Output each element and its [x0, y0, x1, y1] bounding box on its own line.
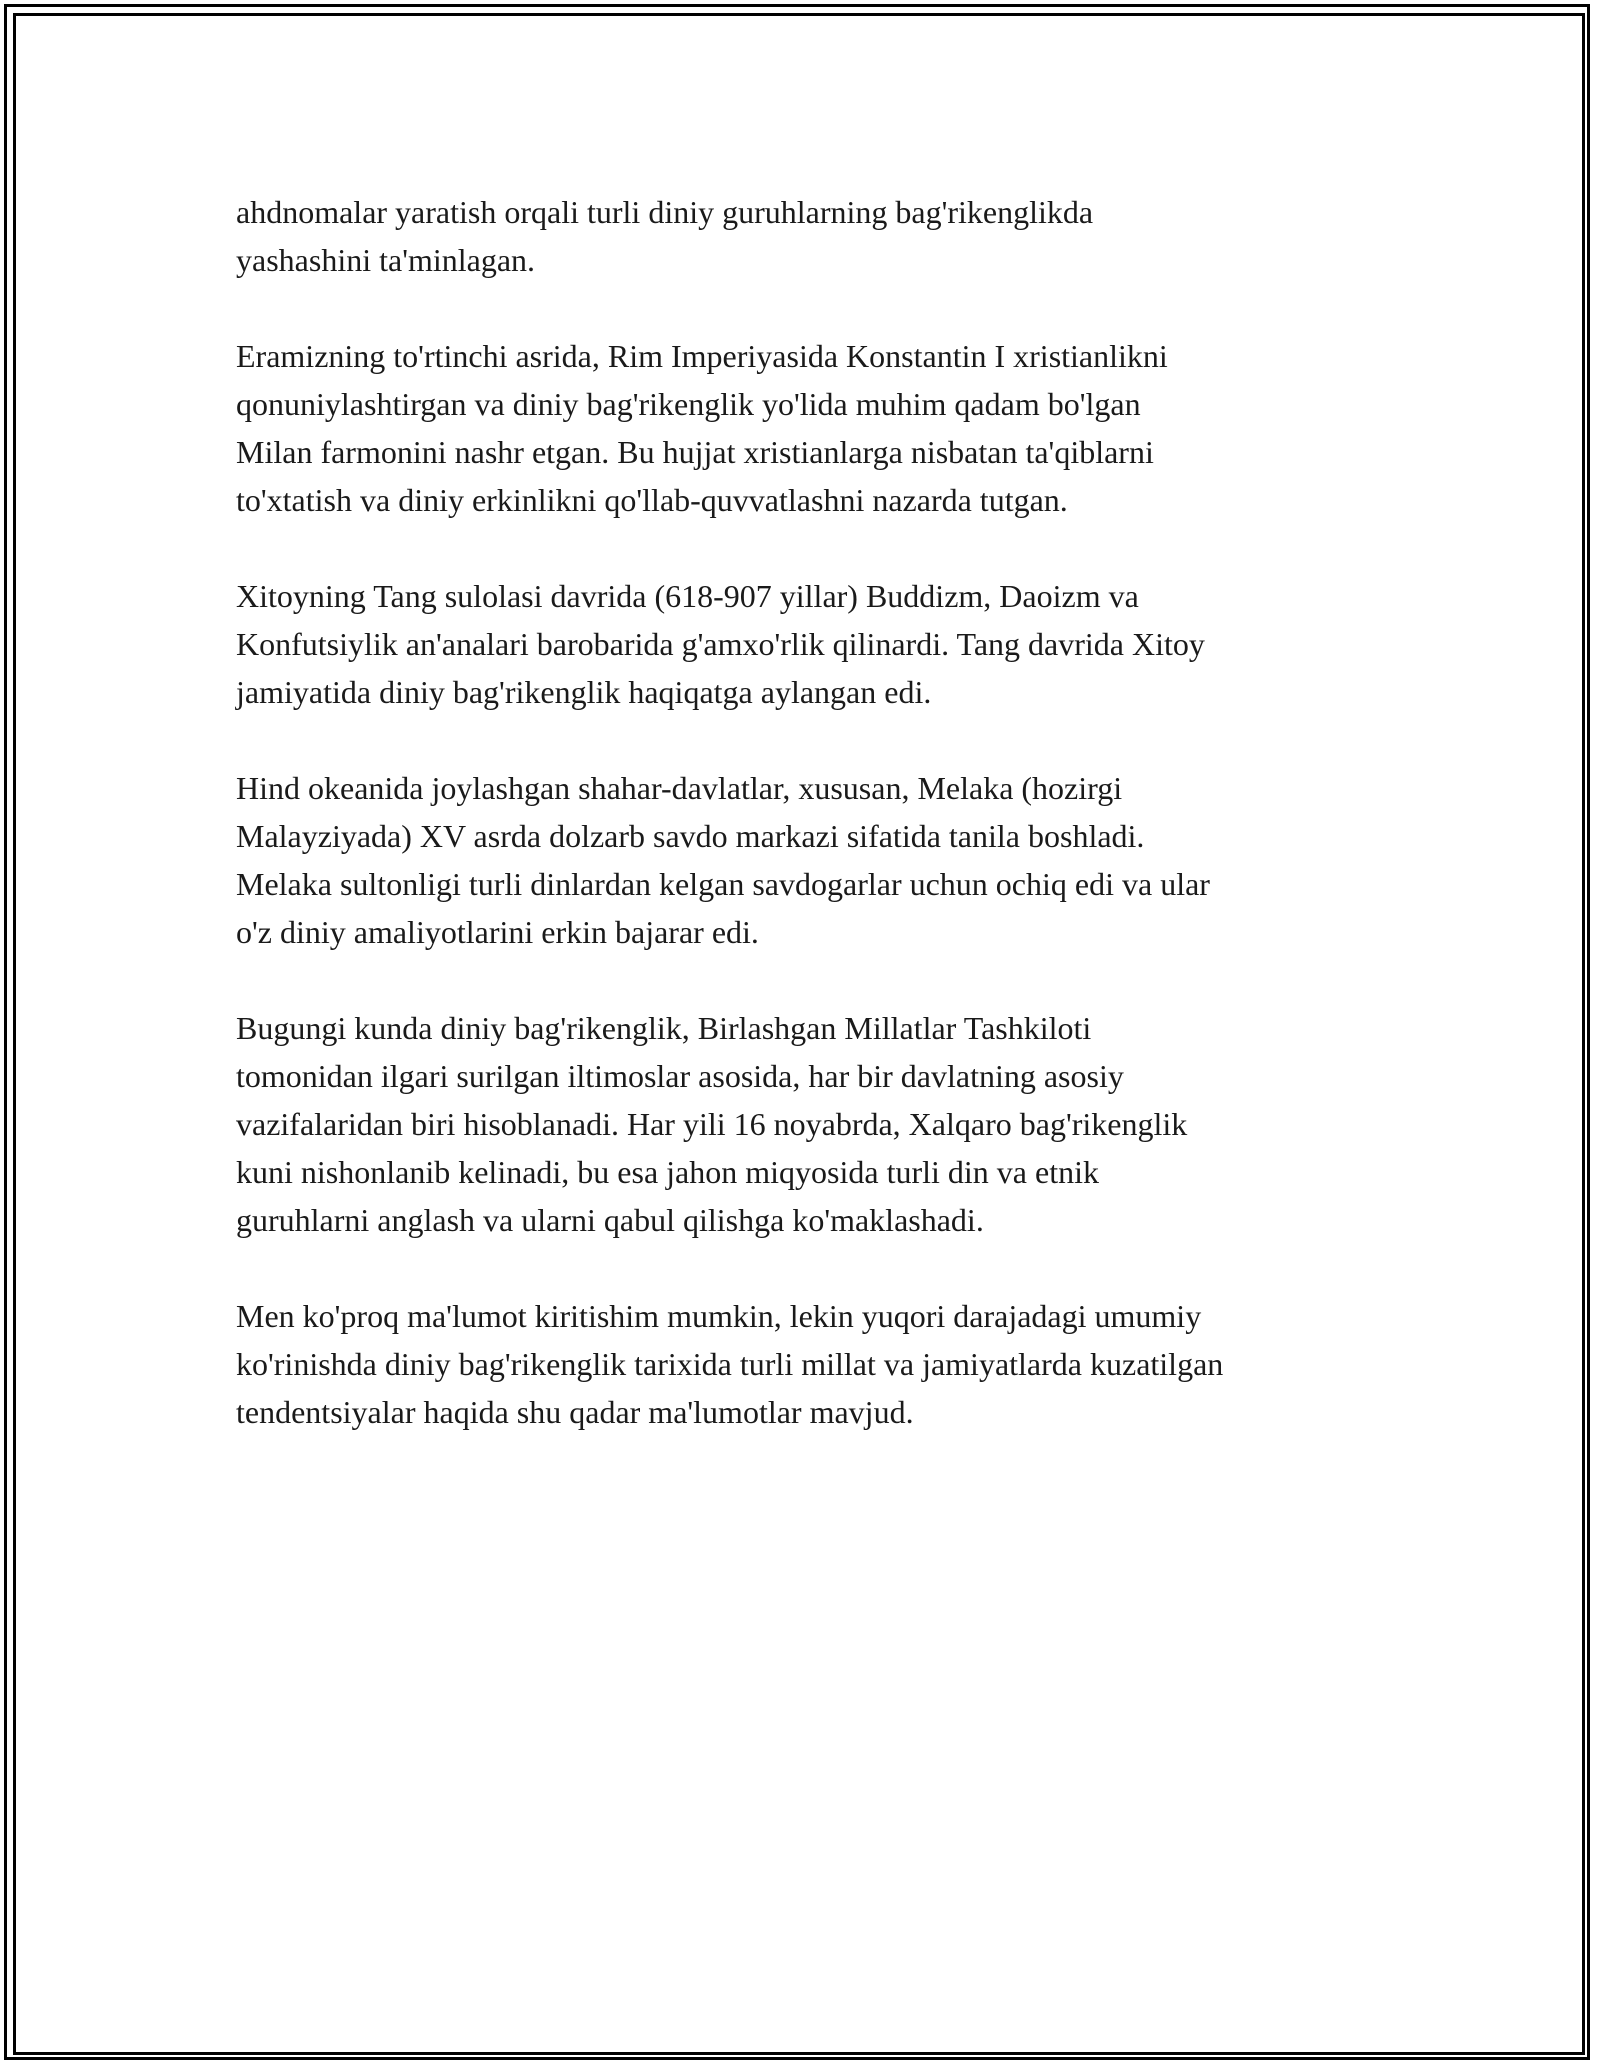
paragraph-3: Xitoyning Tang sulolasi davrida (618-907 yillar) Buddizm, Daoizm va Konfutsiylik an'analari barobarida g'amxo'rlik qilinardi. Tang davrida Xitoy jamiyatida diniy bag'rikenglik haqiqatga aylangan edi.: [236, 578, 1205, 710]
paragraph-6: Men ko'proq ma'lumot kiritishim mumkin, lekin yuqori darajadagi umumiy ko'rinishda diniy bag'rikenglik tarixida turli millat va jamiyatlarda kuzatilgan tendentsiyalar haqida shu qadar ma'lumotlar mavjud.: [236, 1298, 1224, 1430]
paragraph-5: Bugungi kunda diniy bag'rikenglik, Birlashgan Millatlar Tashkiloti tomonidan ilgari surilgan iltimoslar asosida, har bir davlatning asosiy vazifalaridan biri hisoblanadi. Har yili 16 noyabrda, Xalqaro bag'rikenglik kuni nishonlanib kelinadi, bu esa jahon miqyosida turli din va etnik guruhlarni anglash va ularni qabul qilishga ko'maklashadi.: [236, 1010, 1188, 1238]
paragraph-1: ahdnomalar yaratish orqali turli diniy guruhlarning bag'rikenglikda yashashini ta'minlagan.: [236, 194, 1094, 278]
paragraph-4: Hind okeanida joylashgan shahar-davlatlar, xususan, Melaka (hozirgi Malayziyada) XV asrda dolzarb savdo markazi sifatida tanila boshladi. Melaka sultonligi turli dinlardan kelgan savdogarlar uchun ochiq edi va ular o'z diniy amaliyotlarini erkin bajarar edi.: [236, 770, 1210, 950]
paragraph-2: Eramizning to'rtinchi asrida, Rim Imperiyasida Konstantin I xristianlikni qonuniylashtirgan va diniy bag'rikenglik yo'lida muhim qadam bo'lgan Milan farmonini nashr etgan. Bu hujjat xristianlarga nisbatan ta'qiblarni to'xtatish va diniy erkinlikni qo'llab-quvvatlashni nazarda tutgan.: [236, 338, 1168, 518]
document-body: [236, 188, 1386, 1484]
